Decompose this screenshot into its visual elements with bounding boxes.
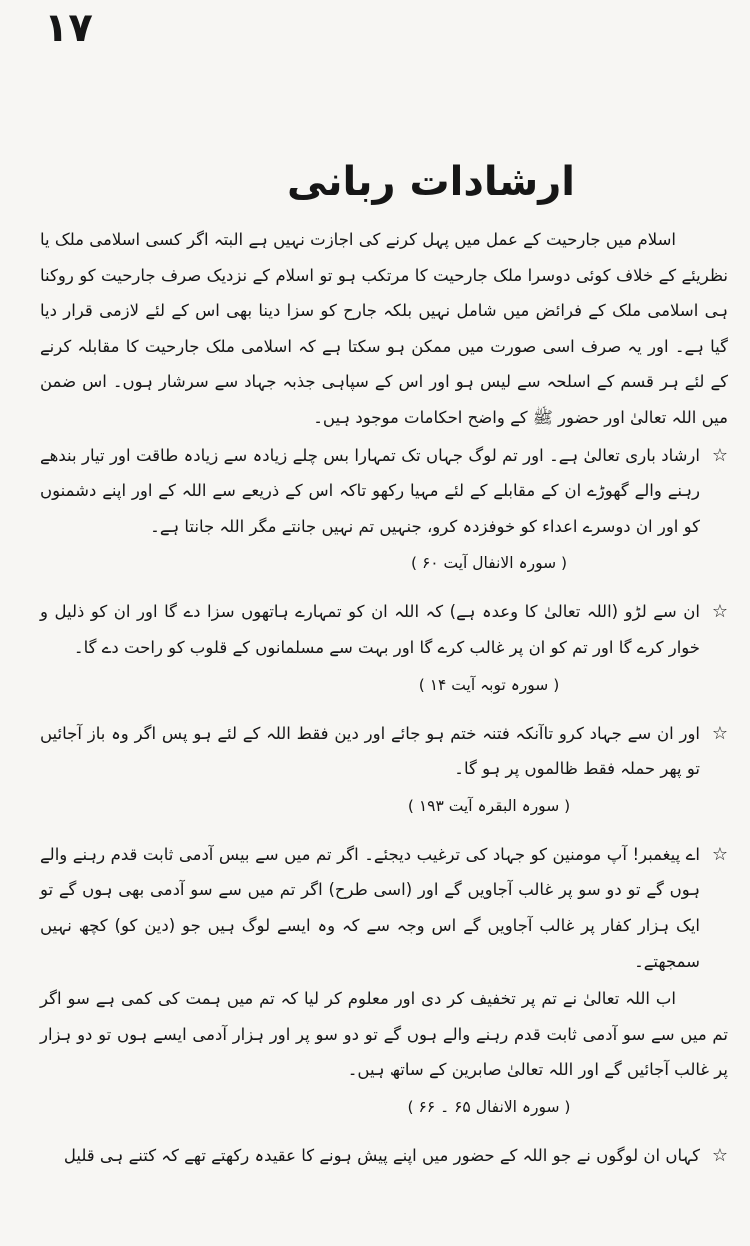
verse-text: ارشاد باری تعالیٰ ہے۔ اور تم لوگ جہاں تک تمہارا بس چلے زیادہ سے زیادہ طاقت اور تیار بندھے رہنے والے گھوڑے ان کے مقابلے کے لئے مہیا رکھو تاکہ اس کے ذریعے سے اللہ کے اور اپنے دشمنوں کو اور ان دوسرے اعداء کو خوفزدہ کرو، جنہیں تم نہیں جانتے مگر اللہ جانتا ہے۔: [40, 445, 700, 536]
verse-text: اے پیغمبر! آپ مومنین کو جہاد کی ترغیب دیجئے۔ اگر تم میں سے بیس آدمی ثابت قدم رہنے والے ہوں گے تو دو سو پر غالب آجاویں گے اور (اسی طرح) اگر تم میں سے سو آدمی بھی ہوں گے تو ایک ہزار کفار پر غالب آجاویں گے اس وجہ سے کہ وہ ایسے لوگ ہیں جو (دین کو) کچھ نہیں سمجھتے۔: [40, 844, 700, 971]
page-number: ۱۷: [44, 5, 93, 51]
page-heading: ارشادات ربانی: [286, 159, 575, 205]
verse-item-1: [40, 438, 728, 545]
verse-item-4: [40, 837, 728, 979]
verse-item-5: [40, 1138, 728, 1174]
verse-reference: ( سورہ البقرہ آیت ۱۹۳ ): [407, 796, 571, 815]
verse-reference: ( سورہ الانفال آیت ۶۰ ): [410, 554, 568, 573]
verse-continuation: اب اللہ تعالیٰ نے تم پر تخفیف کر دی اور معلوم کر لیا کہ تم میں ہمت کی کمی ہے سو اگر تم میں سے سو آدمی ثابت قدم رہنے والے ہوں گے تو دو سو پر اور ہزار آدمی ایسے ہوں تو دو ہزار پر غالب آجائیں گے اور اللہ تعالیٰ صابرین کے ساتھ ہیں۔: [40, 989, 728, 1080]
intro-paragraph: اسلام میں جارحیت کے عمل میں پہل کرنے کی اجازت نہیں ہے البتہ اگر کسی اسلامی ملک یا نظریئے کے خلاف کوئی دوسرا ملک جارحیت کا مرتکب ہو تو اسلام کے نزدیک صرف جارحیت کو روکنا ہی اسلامی ملک کے فرائض میں شامل نہیں بلکہ جارح کو سزا دینا بھی اس کے لئے لازمی قرار دیا گیا ہے۔ اور یہ صرف اسی صورت میں ممکن ہو سکتا ہے کہ اسلامی ملک جارحیت کا مقابلہ کرنے کے لئے ہر قسم کے اسلحہ سے لیس ہو اور اس کے سپاہی جذبہ جہاد سے سرشار ہوں۔ اس ضمن میں اللہ تعالیٰ اور حضور ﷺ کے واضح احکامات موجود ہیں۔: [40, 230, 728, 427]
verse-reference: ( سورہ الانفال ۶۵ ۔ ۶۶ ): [407, 1097, 571, 1116]
star-icon: ☆: [711, 722, 728, 744]
verse-text: اور ان سے جہاد کرو تاآنکہ فتنہ ختم ہو جائے اور دین فقط اللہ کے لئے ہو پس اگر وہ باز آجائیں تو پھر حملہ فقط ظالموں پر ہو گا۔: [40, 723, 700, 779]
star-icon: ☆: [711, 601, 728, 623]
verse-reference: ( سورہ توبہ آیت ۱۴ ): [418, 675, 560, 694]
verse-text: ان سے لڑو (اللہ تعالیٰ کا وعدہ ہے) کہ اللہ ان کو تمہارے ہاتھوں سزا دے گا اور ان کو ذلیل و خوار کرے گا اور تم کو ان پر غالب کرے گا اور بہت سے مسلمانوں کے قلوب کو راحت دے گا۔: [40, 602, 700, 657]
verse-item-3: [40, 716, 728, 787]
verse-item-2: [40, 594, 728, 665]
star-icon: ☆: [711, 843, 728, 865]
verse-text: کہاں ان لوگوں نے جو اللہ کے حضور میں اپنے پیش ہونے کا عقیدہ رکھتے تھے کہ کتنے ہی قلیل: [63, 1145, 700, 1165]
star-icon: ☆: [711, 1144, 728, 1166]
star-icon: ☆: [711, 444, 728, 466]
document-body: [40, 222, 728, 1175]
